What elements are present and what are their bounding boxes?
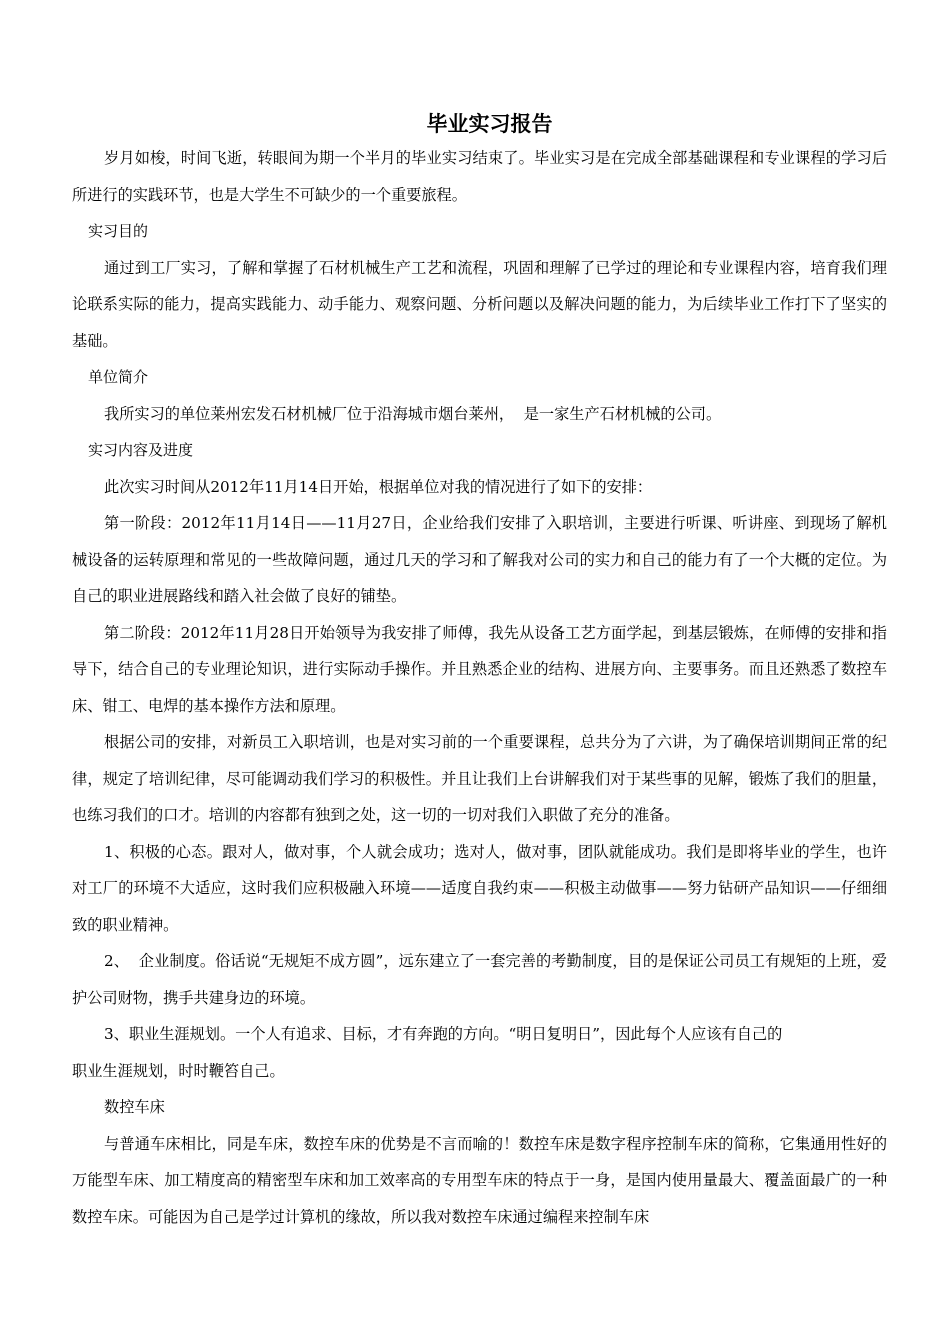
content-paragraph-4: 根据公司的安排，对新员工入职培训，也是对实习前的一个重要课程，总共分为了六讲，为了确保培训期间正常的纪律，规定了培训纪律，尽可能调动我们学习的积极性。并且让我们上台讲解我们对于某些事的见解，锻炼了我们的胆量，也练习我们的口才。培训的内容都有独到之处，这一切的一切对我们入职做了充分的准备。 bbox=[72, 733, 887, 824]
company-paragraph: 我所实习的单位莱州宏发石材机械厂位于沿海城市烟台莱州， 是一家生产石材机械的公司。 bbox=[104, 404, 722, 423]
section-heading-content: 实习内容及进度 bbox=[88, 441, 194, 459]
content-paragraph-2: 第一阶段：2012年11月14日——11月27日，企业给我们安排了入职培训，主要进行听课、听讲座、到现场了解机械设备的运转原理和常见的一些故障问题，通过几天的学习和了解我对公司的实力和自己的能力有了一个大概的定位。为自己的职业进展路线和踏入社会做了良好的铺垫。 bbox=[72, 514, 887, 605]
section-heading-cnc: 数控车床 bbox=[104, 1098, 165, 1116]
content-paragraph-6: 2、 企业制度。俗话说“无规矩不成方圆”，远东建立了一套完善的考勤制度，目的是保证公司员工有规矩的上班，爱护公司财物，携手共建身边的环境。 bbox=[72, 952, 887, 1007]
intro-paragraph: 岁月如梭，时间飞逝，转眼间为期一个半月的毕业实习结束了。毕业实习是在完成全部基础课程和专业课程的学习后所进行的实践环节，也是大学生不可缺少的一个重要旅程。 bbox=[72, 149, 887, 204]
content-paragraph-5: 1、积极的心态。跟对人，做对事，个人就会成功；选对人，做对事，团队就能成功。我们是即将毕业的学生，也许对工厂的环境不大适应，这时我们应积极融入环境——适度自我约束——积极主动做事——努力钻研产品知识——仔细细致的职业精神。 bbox=[72, 842, 887, 934]
cnc-paragraph: 与普通车床相比，同是车床，数控车床的优势是不言而喻的！数控车床是数字程序控制车床的简称，它集通用性好的万能型车床、加工精度高的精密型车床和加工效率高的专用型车床的特点于一身，是国内使用量最大、覆盖面最广的一种数控车床。可能因为自己是学过计算机的缘故，所以我对数控车床通过编程来控制车床 bbox=[72, 1134, 887, 1226]
section-heading-purpose: 实习目的 bbox=[88, 222, 149, 240]
content-paragraph-7-line-2: 职业生涯规划，时时鞭笞自己。 bbox=[72, 1061, 285, 1080]
document-page bbox=[72, 108, 887, 1235]
document-title: 毕业实习报告 bbox=[426, 112, 553, 136]
content-paragraph-7-line-1: 3、职业生涯规划。一个人有追求、目标，才有奔跑的方向。“明日复明日”，因此每个人应该有自己的 bbox=[104, 1025, 783, 1043]
section-heading-company: 单位简介 bbox=[88, 368, 149, 386]
purpose-paragraph: 通过到工厂实习，了解和掌握了石材机械生产工艺和流程，巩固和理解了已学过的理论和专业课程内容，培育我们理论联系实际的能力，提高实践能力、动手能力、观察问题、分析问题以及解决问题的能力，为后续毕业工作打下了坚实的基础。 bbox=[72, 258, 887, 350]
content-paragraph-1: 此次实习时间从2012年11月14日开始，根据单位对我的情况进行了如下的安排： bbox=[104, 477, 653, 496]
content-paragraph-3: 第二阶段：2012年11月28日开始领导为我安排了师傅，我先从设备工艺方面学起，到基层锻炼，在师傅的安排和指导下，结合自己的专业理论知识，进行实际动手操作。并且熟悉企业的结构、进展方向、主要事务。而且还熟悉了数控车床、钳工、电焊的基本操作方法和原理。 bbox=[72, 623, 887, 715]
